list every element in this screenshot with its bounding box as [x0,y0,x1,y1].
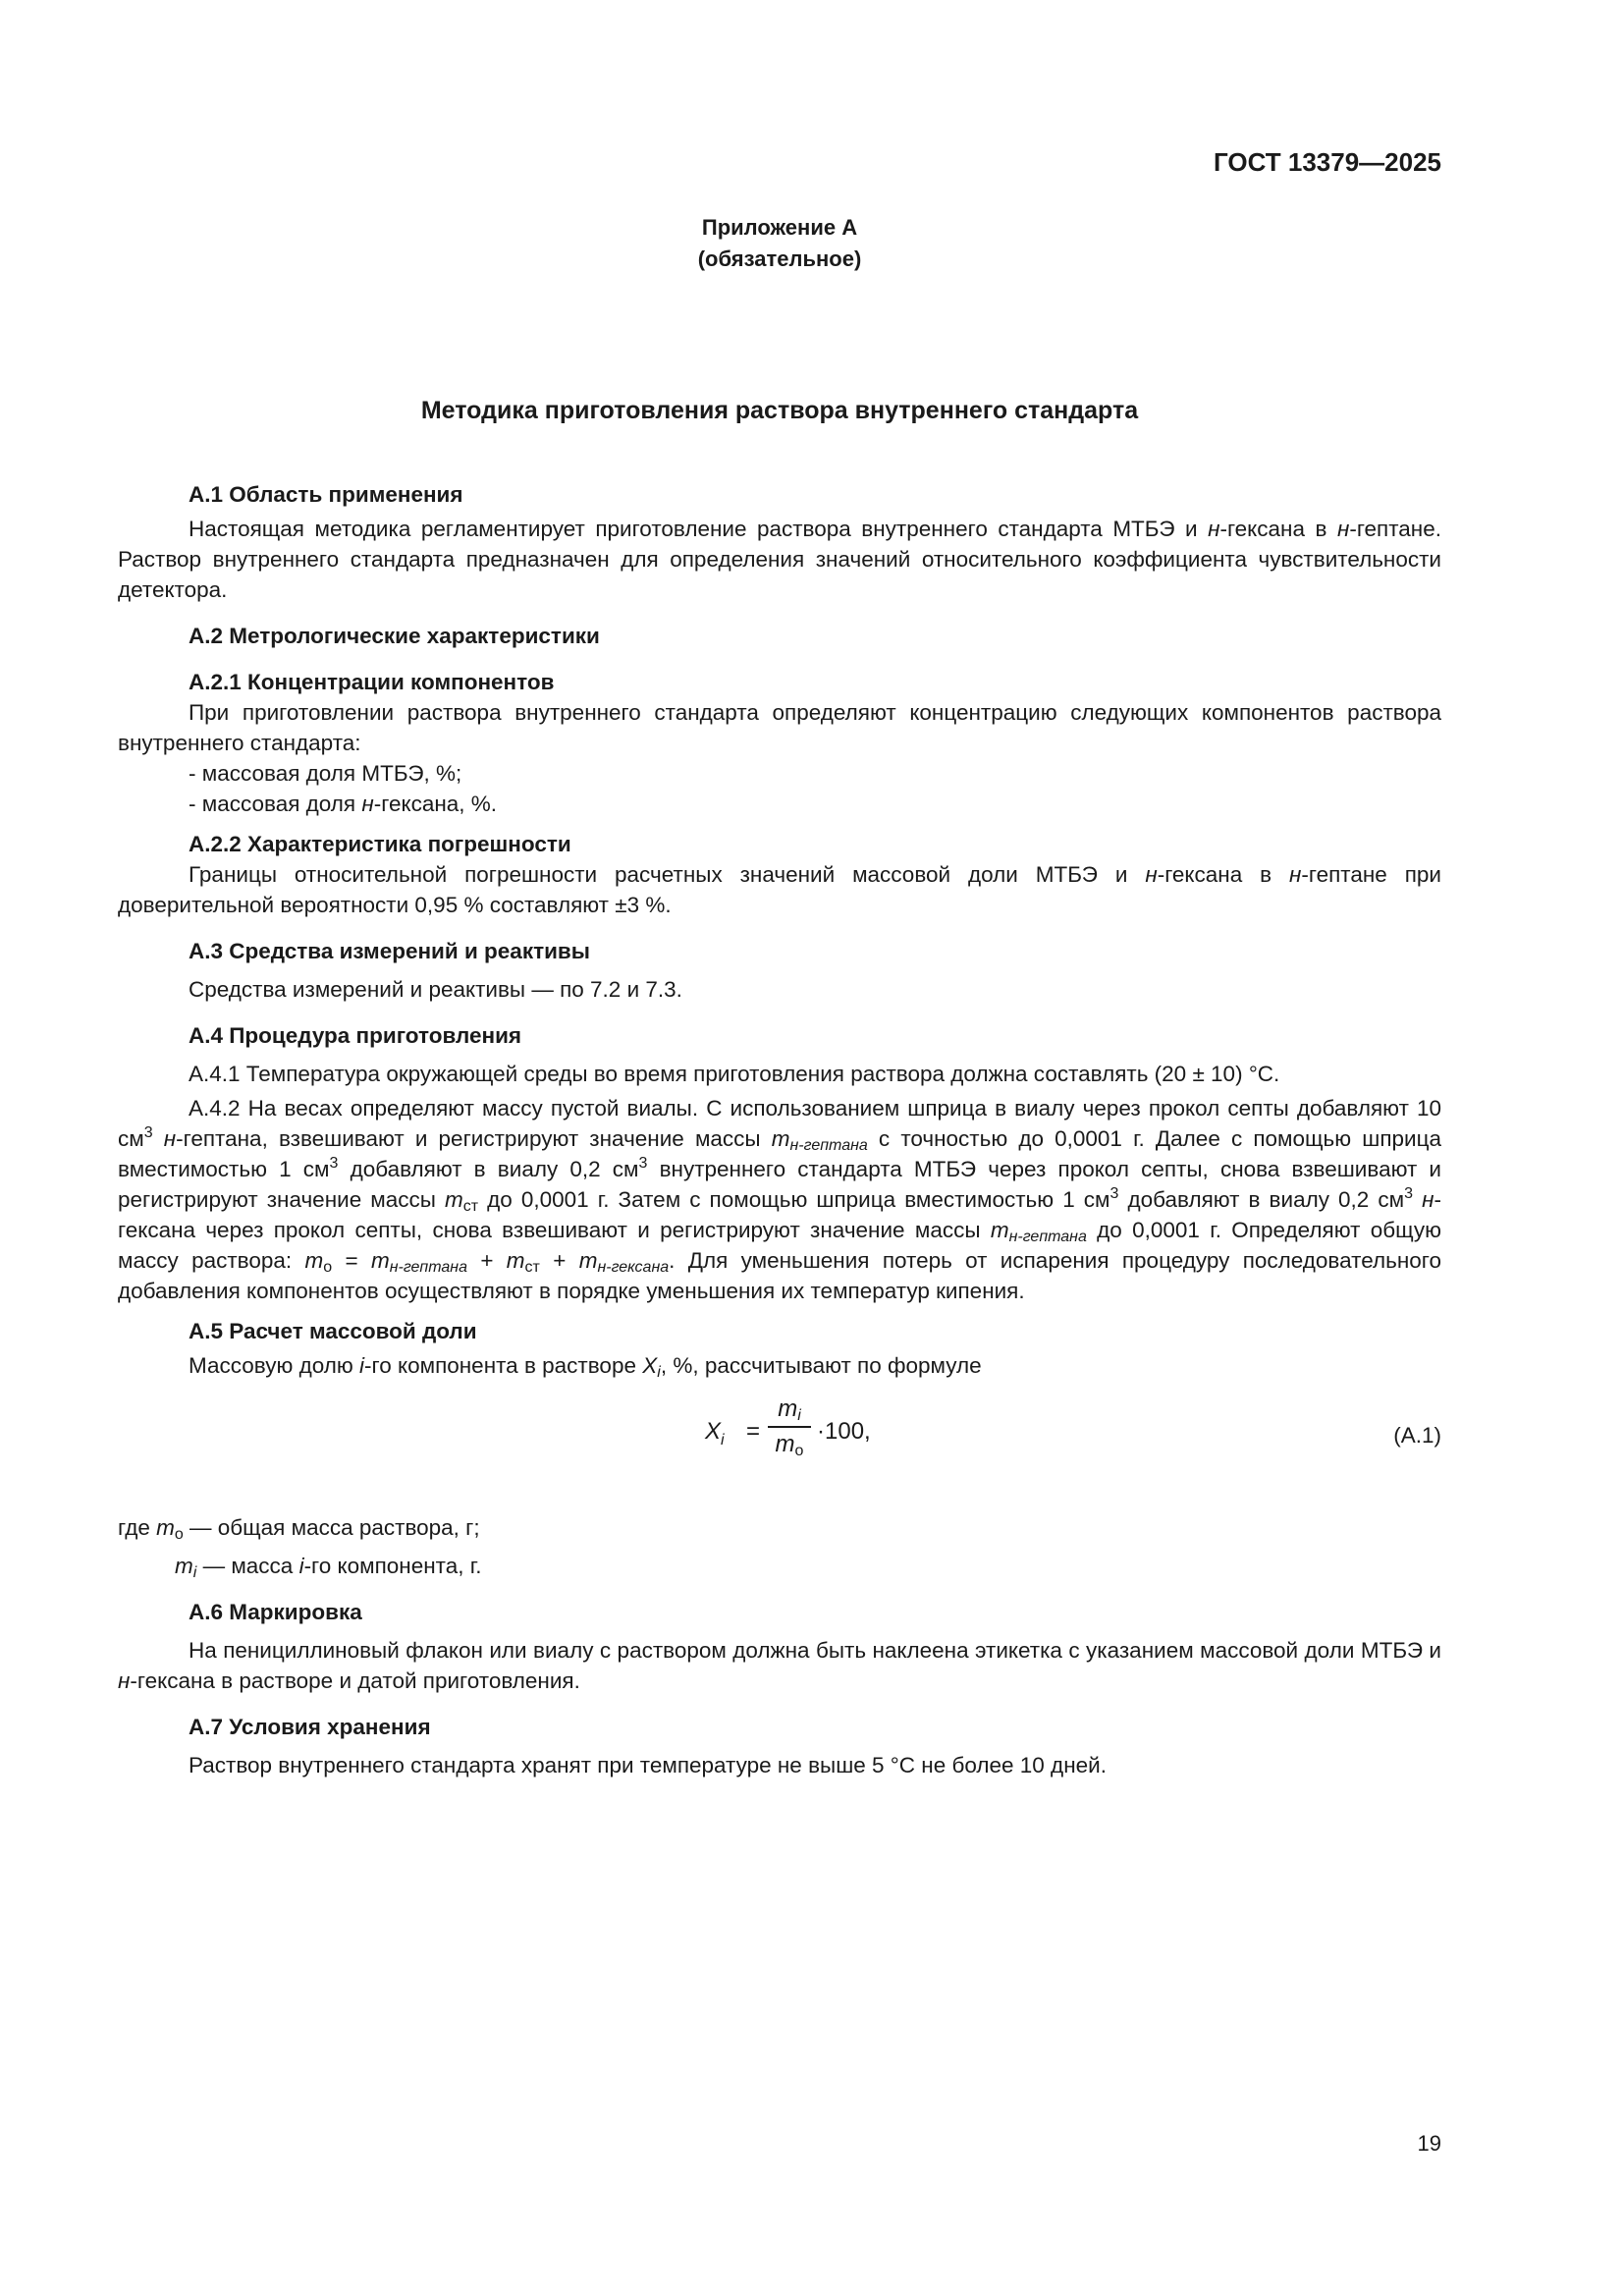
heading-a4: А.4 Процедура приготовления [189,1023,522,1048]
annex-status: (обязательное) [697,246,862,271]
heading-a22: А.2.2 Характеристика погрешности [189,832,571,856]
heading-a3: А.3 Средства измерений и реактивы [189,939,590,963]
list-item: - массовая доля н-гексана, %. [189,792,498,816]
fraction-bar [768,1426,811,1428]
paragraph-a5: Массовую долю i-го компонента в растворе $X_i$, %, рассчитывают по формуле [189,1353,982,1381]
where-line-1: где $m_о$ — общая масса раствора, г; [118,1515,480,1543]
paragraph-a1: Настоящая методика регламентирует приготовление раствора внутреннего стандарта МТБЭ и н-гексана в н-гептане. Раствор внутреннего стандарта предназначен для определения значений относительного коэффициента чувствительности детектора. [118,517,1441,602]
paragraph-a41: А.4.1 Температура окружающей среды во время приготовления раствора должна составлять (20 ± 10) °С. [189,1062,1280,1086]
document-page [118,0,1441,2296]
paragraph-a21: При приготовлении раствора внутреннего стандарта определяют концентрацию следующих компонентов раствора внутреннего стандарта: [118,700,1441,755]
heading-a1: А.1 Область применения [189,482,463,507]
document-title: Методика приготовления раствора внутреннего стандарта [420,397,1139,424]
heading-a21: А.2.1 Концентрации компонентов [189,670,555,694]
where-line-2: $m_i$ — масса i-го компонента, г. [175,1554,482,1581]
paragraph-a22: Границы относительной погрешности расчетных значений массовой доли МТБЭ и н-гексана в н-гептане при доверительной вероятности 0,95 % составляют ±3 %. [118,862,1441,917]
formula-denominator: $m_о$ [775,1431,804,1459]
heading-a5: А.5 Расчет массовой доли [189,1319,477,1343]
paragraph-a6: На пенициллиновый флакон или виалу с раствором должна быть наклеена этикетка с указанием массовой доли МТБЭ и н-гексана в растворе и датой приготовления. [118,1638,1441,1693]
formula-numerator: $m_i$ [778,1395,801,1424]
list-item: - массовая доля МТБЭ, %; [189,761,462,786]
paragraph-a3: Средства измерений и реактивы — по 7.2 и 7.3. [189,977,682,1002]
formula-a1 [118,1394,1441,1504]
page-number: 19 [1417,2131,1441,2156]
standard-code: ГОСТ 13379—2025 [1214,147,1441,177]
paragraph-a42: А.4.2 На весах определяют массу пустой виалы. С использованием шприца в виалу через прокол септы добавляют 10 $см^3$ н-гептана, взвешивают и регистрируют значение массы $m_{н-гептана}$ с точностью до 0,0001 г. Далее с помощью шприца вместимостью 1 $см^3$ добавляют в виалу 0,2 $см^3$ внутреннего стандарта МТБЭ через прокол септы, снова взвешивают и регистрируют значение массы $m_{ст}$ до 0,0001 г. Затем с помощью шприца вместимостью 1 $см^3$ добавляют в виалу 0,2 $см^3$ н-гексана через прокол септы, снова взвешивают и регистрируют значение массы $m_{н-гептана}$ до 0,0001 г. Определяют общую массу раствора: $m_о = m_{н-гептана} + m_{ст} + m_{н-гексана}$. Для уменьшения потерь от испарения процедуру последовательного добавления компонентов осуществляют в порядке уменьшения их температур кипения. [118,1096,1441,1303]
formula-tail: ·100, [817,1418,871,1445]
formula-equals: = [746,1418,761,1445]
formula-lhs: $X_i$ [705,1418,725,1449]
heading-a6: А.6 Маркировка [189,1600,362,1624]
formula-fraction [768,1394,811,1459]
heading-a7: А.7 Условия хранения [189,1715,431,1739]
annex-label: Приложение А [701,215,858,240]
document-body [118,479,1441,1780]
formula-number: (А.1) [1393,1423,1441,1448]
paragraph-a7: Раствор внутреннего стандарта хранят при температуре не выше 5 °С не более 10 дней. [189,1753,1107,1777]
heading-a2: А.2 Метрологические характеристики [189,624,600,648]
